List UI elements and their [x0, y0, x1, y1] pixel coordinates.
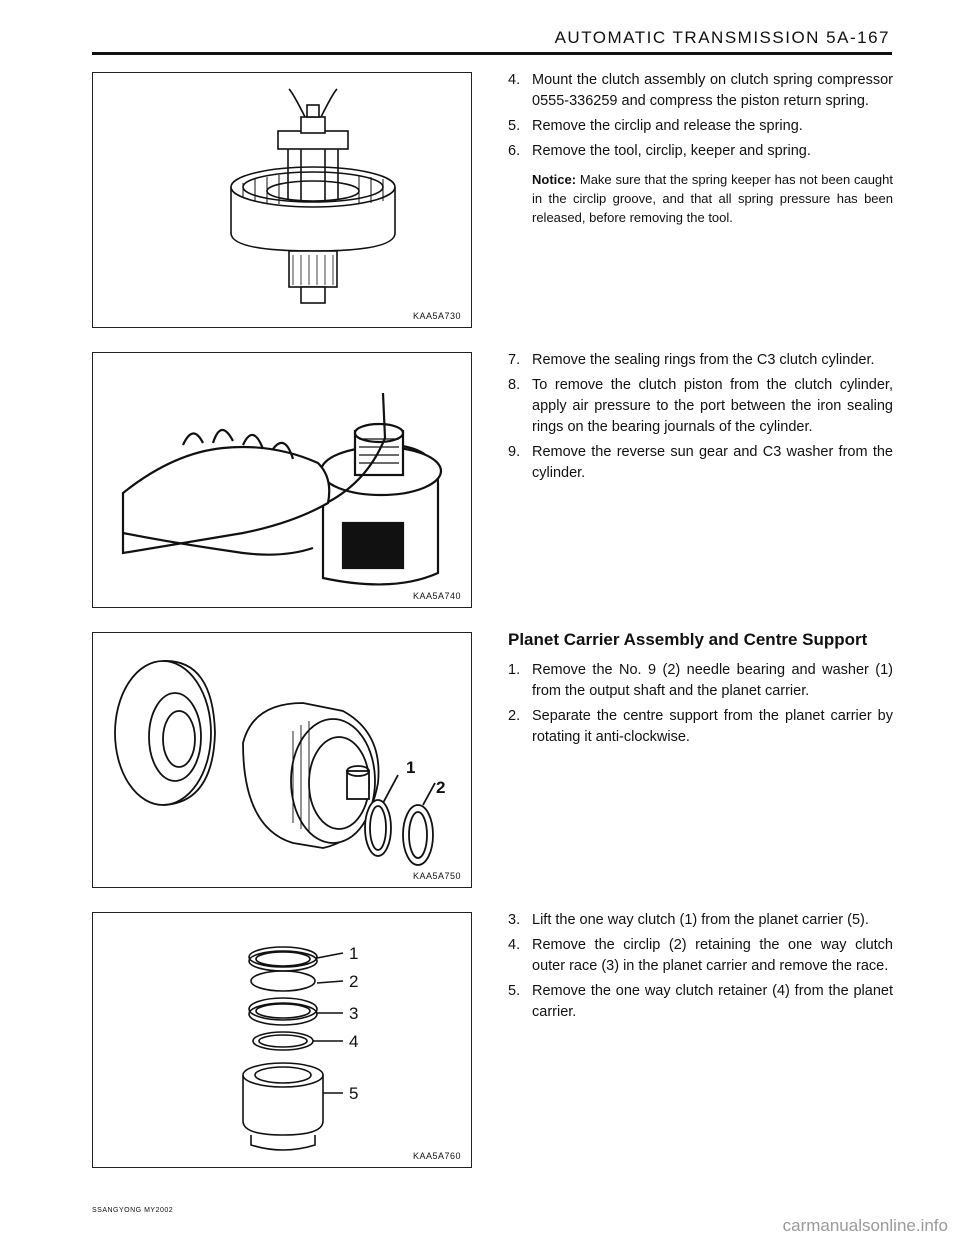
figure-code: KAA5A760	[412, 1151, 461, 1161]
callout-4: 4	[349, 1032, 359, 1051]
page-header-title: AUTOMATIC TRANSMISSION 5A-167	[554, 28, 890, 47]
step-item: 5. Remove the circlip and release the spring.	[508, 118, 803, 134]
one-way-clutch-illustration	[93, 913, 471, 1167]
text-block-one-way-clutch	[508, 910, 893, 1027]
figure-code: KAA5A740	[412, 591, 461, 601]
step-item: 4. Mount the clutch assembly on clutch spring compressor 0555-336259 and compress the piston return spring.	[508, 72, 893, 109]
figure-planet-carrier	[92, 632, 472, 888]
text-block-clutch-compress	[508, 70, 893, 227]
planet-carrier-illustration	[93, 633, 471, 887]
figure-one-way-clutch	[92, 912, 472, 1168]
air-pressure-illustration	[93, 353, 471, 607]
callout-1: 1	[406, 758, 416, 777]
notice-paragraph	[508, 170, 893, 227]
step-item: 3. Lift the one way clutch (1) from the planet carrier (5).	[508, 912, 869, 928]
clutch-compressor-illustration	[93, 73, 471, 327]
notice-label: Notice:	[532, 172, 577, 187]
step-item: 5. Remove the one way clutch retainer (4) from the planet carrier.	[508, 983, 893, 1020]
figure-code: KAA5A730	[412, 311, 461, 321]
step-item: 6. Remove the tool, circlip, keeper and spring.	[508, 143, 811, 159]
section-title: Planet Carrier Assembly and Centre Support	[508, 630, 868, 649]
callout-5: 5	[349, 1084, 359, 1103]
header-rule	[92, 52, 892, 55]
step-item: 2. Separate the centre support from the planet carrier by rotating it anti-clockwise.	[508, 708, 893, 745]
callout-2: 2	[349, 972, 359, 991]
callout-3: 3	[349, 1004, 359, 1023]
step-item: 4. Remove the circlip (2) retaining the one way clutch outer race (3) in the planet carrier and remove the race.	[508, 937, 893, 974]
callout-2: 2	[436, 778, 446, 797]
figure-clutch-compressor	[92, 72, 472, 328]
footer-brand: SSANGYONG MY2002	[92, 1207, 174, 1214]
text-block-sealing-rings	[508, 350, 893, 488]
figure-code: KAA5A750	[412, 871, 461, 881]
step-item: 1. Remove the No. 9 (2) needle bearing and washer (1) from the output shaft and the planet carrier.	[508, 662, 893, 699]
text-block-planet-carrier	[508, 628, 893, 752]
callout-1: 1	[349, 944, 359, 963]
notice-text: Make sure that the spring keeper has not been caught in the circlip groove, and that all spring pressure has been released, before removing the tool.	[532, 172, 893, 225]
step-item: 9. Remove the reverse sun gear and C3 washer from the cylinder.	[508, 444, 893, 481]
watermark-link[interactable]: carmanualsonline.info	[782, 1216, 948, 1235]
figure-air-pressure	[92, 352, 472, 608]
step-item: 8. To remove the clutch piston from the clutch cylinder, apply air pressure to the port between the iron sealing rings on the bearing journals of the cylinder.	[508, 377, 893, 435]
step-item: 7. Remove the sealing rings from the C3 clutch cylinder.	[508, 352, 875, 368]
